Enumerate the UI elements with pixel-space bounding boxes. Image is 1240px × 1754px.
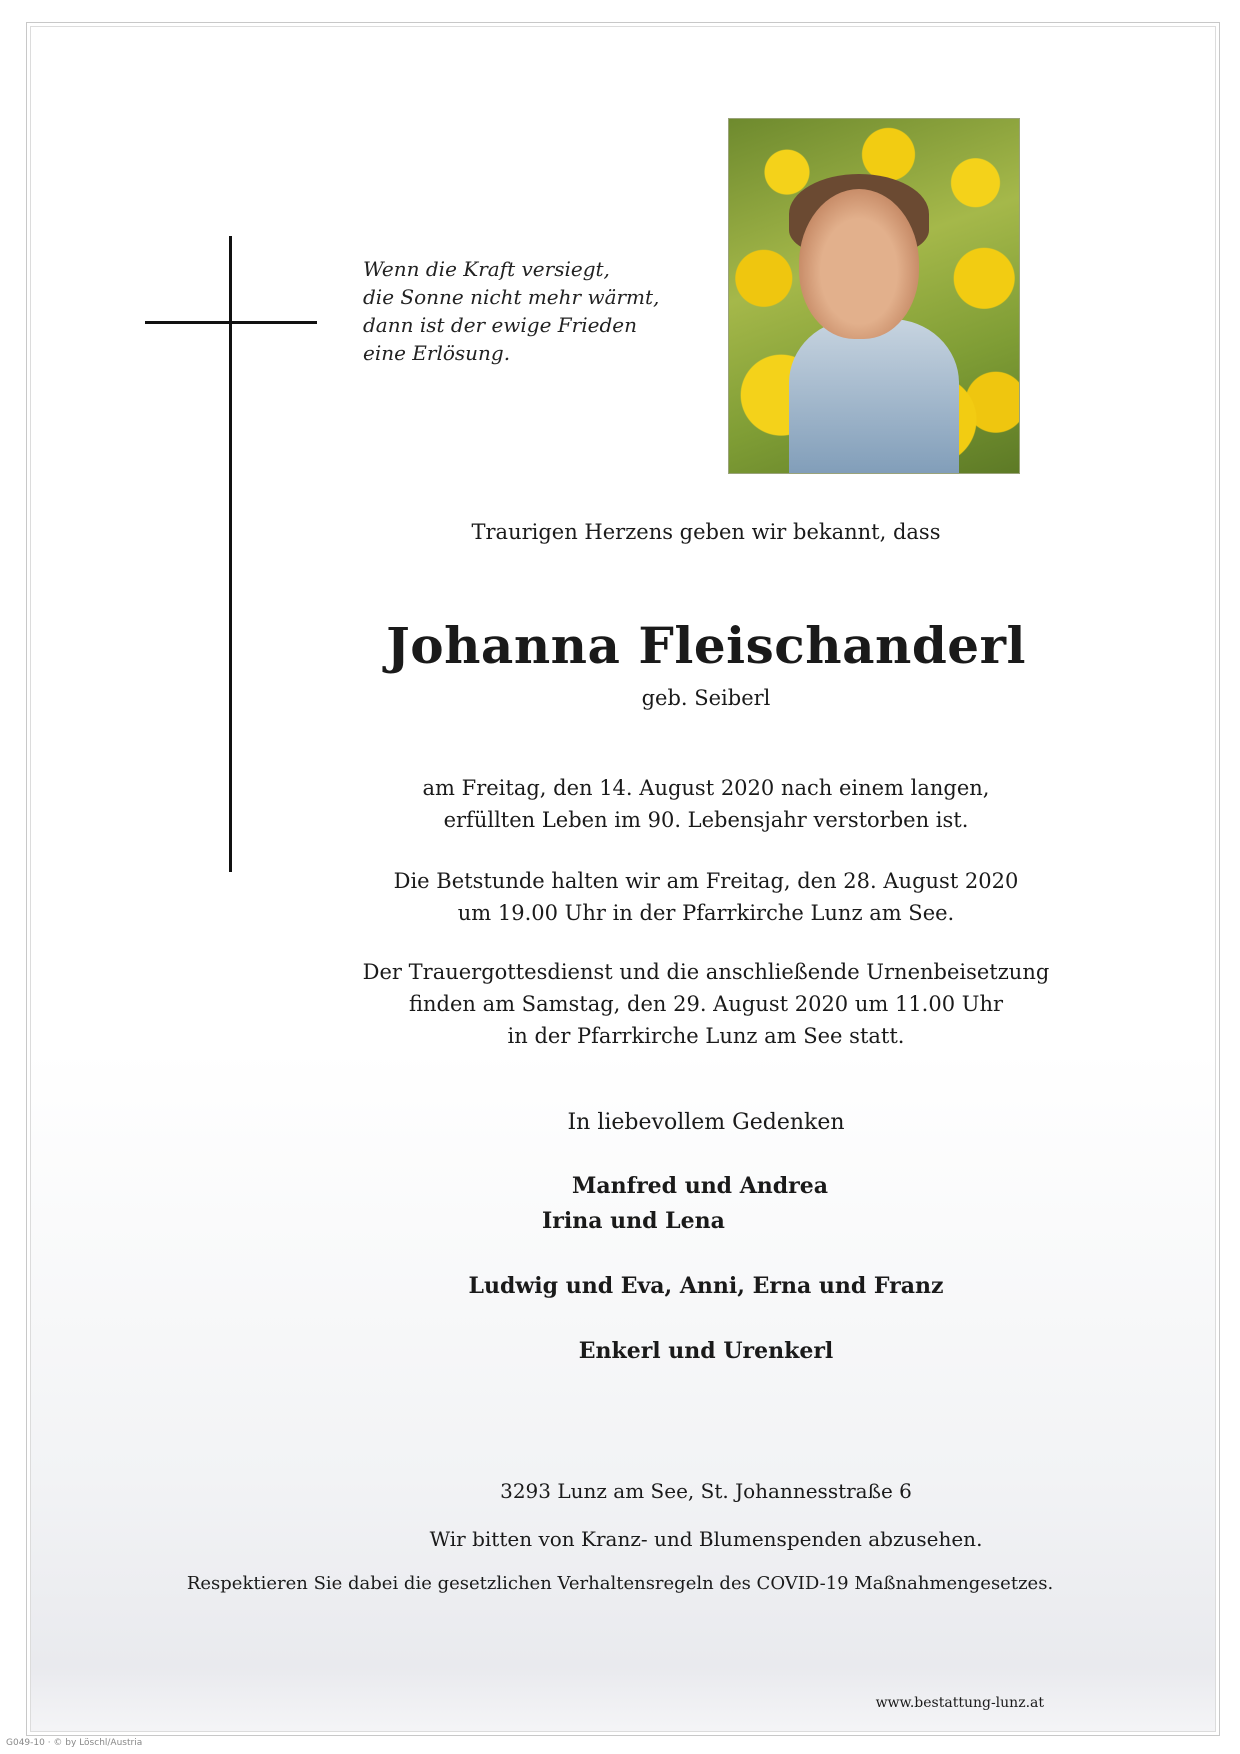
covid-notice: Respektieren Sie dabei die gesetzlichen Verhaltensregeln des COVID-19 Maßnahmengesetzes. bbox=[186, 1573, 1054, 1594]
service-line: Der Trauergottesdienst und die anschließende Urnenbeisetzung bbox=[362, 960, 1050, 984]
poem-line: die Sonne nicht mehr wärmt, bbox=[363, 285, 660, 309]
photo-face bbox=[799, 189, 919, 339]
poem-line: eine Erlösung. bbox=[363, 341, 511, 365]
photo-shirt bbox=[789, 319, 959, 474]
prayer-line: um 19.00 Uhr in der Pfarrkirche Lunz am See. bbox=[457, 901, 955, 925]
poem bbox=[363, 255, 683, 367]
death-line: am Freitag, den 14. August 2020 nach einem langen, bbox=[422, 776, 990, 800]
mourners-line: Manfred und Andrea bbox=[572, 1173, 829, 1199]
cross-bar bbox=[145, 321, 317, 324]
cross-icon bbox=[229, 236, 232, 872]
poem-line: Wenn die Kraft versiegt, bbox=[363, 257, 610, 281]
service-line: in der Pfarrkirche Lunz am See statt. bbox=[507, 1024, 905, 1048]
donation-request: Wir bitten von Kranz- und Blumenspenden abzusehen. bbox=[429, 1527, 983, 1551]
address: 3293 Lunz am See, St. Johannesstraße 6 bbox=[500, 1479, 912, 1503]
prayer-line: Die Betstunde halten wir am Freitag, den 28. August 2020 bbox=[393, 869, 1019, 893]
death-paragraph bbox=[300, 772, 1112, 836]
intro-text: Traurigen Herzens geben wir bekannt, dass bbox=[471, 520, 941, 544]
service-paragraph bbox=[300, 956, 1112, 1052]
mourners-line: Ludwig und Eva, Anni, Erna und Franz bbox=[468, 1273, 944, 1299]
portrait-photo bbox=[728, 118, 1020, 474]
mourners-line: Enkerl und Urenkerl bbox=[578, 1338, 834, 1364]
maiden-name: geb. Seiberl bbox=[641, 686, 771, 710]
print-code: G049-10 · © by Löschl/Austria bbox=[6, 1738, 143, 1748]
death-line: erfüllten Leben im 90. Lebensjahr verstorben ist. bbox=[443, 808, 969, 832]
poem-line: dann ist der ewige Frieden bbox=[363, 313, 637, 337]
deceased-name: Johanna Fleischanderl bbox=[386, 616, 1026, 675]
service-line: finden am Samstag, den 29. August 2020 um 11.00 Uhr bbox=[408, 992, 1004, 1016]
mourners-line: Irina und Lena bbox=[542, 1208, 725, 1234]
prayer-paragraph bbox=[300, 865, 1112, 929]
memory-heading: In liebevollem Gedenken bbox=[567, 1110, 845, 1135]
website-link[interactable]: www.bestattung-lunz.at bbox=[875, 1695, 1044, 1711]
